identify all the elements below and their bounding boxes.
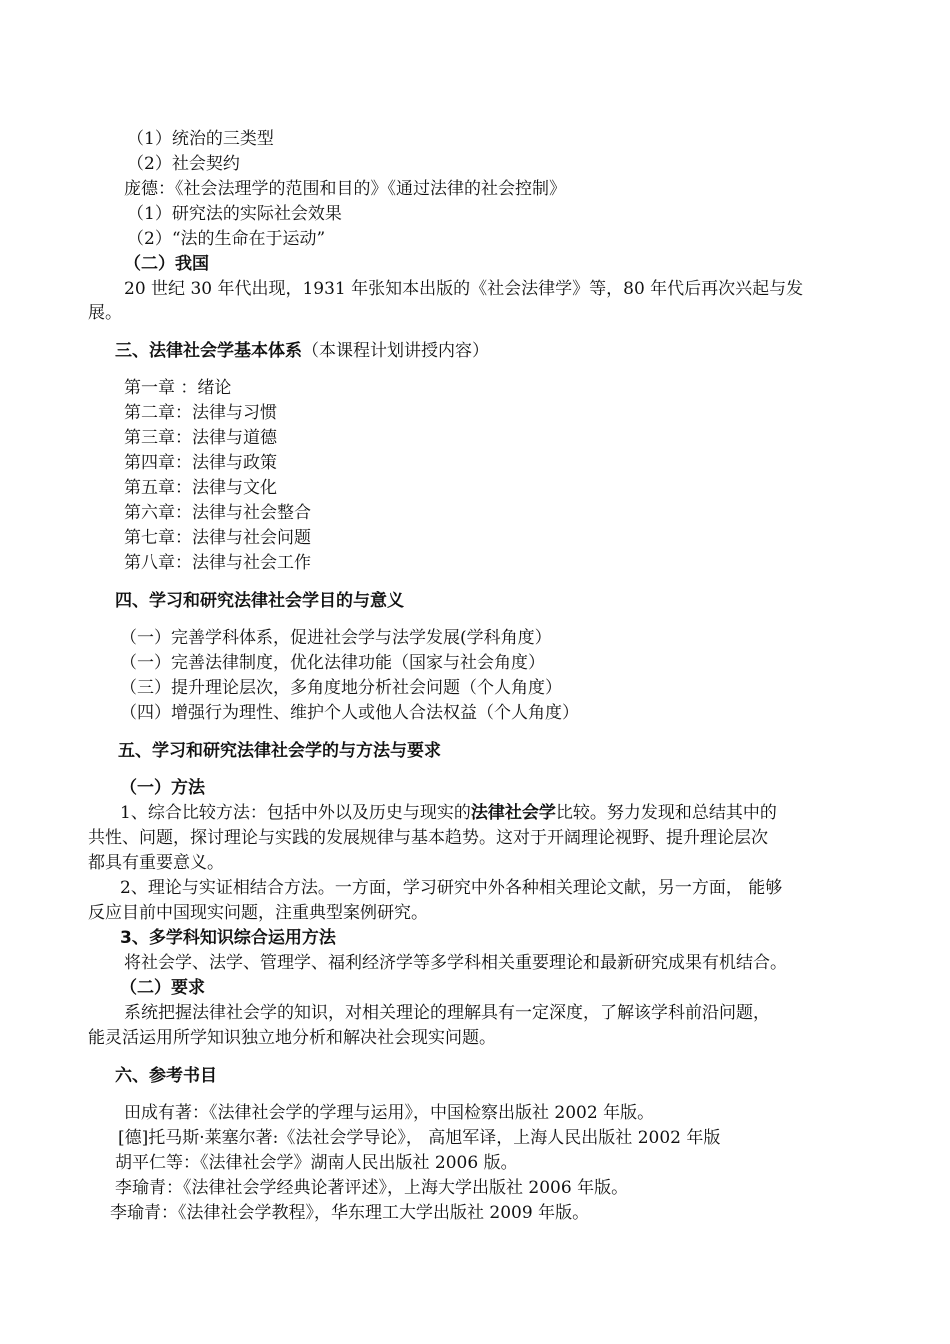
reference-item: 李瑜青：《法律社会学教程》，华东理工大学出版社 2009 年版。 (110, 1203, 590, 1223)
chapter-item: 第七章：法律与社会问题 (124, 528, 311, 548)
paragraph-line: 20 世纪 30 年代出现，1931 年张知本出版的《社会法律学》等，80 年代后再次兴起与发 (124, 279, 804, 299)
chapter-item: 第四章：法律与政策 (124, 453, 277, 473)
subheading-method3: 3、多学科知识综合运用方法 (120, 928, 336, 948)
method1-emphasis: 法律社会学 (470, 803, 556, 823)
chapter-item: 第三章：法律与道德 (124, 428, 277, 448)
list-item: （三）提升理论层次，多角度地分析社会问题（个人角度） (120, 678, 562, 698)
paragraph-line (120, 801, 777, 825)
method1-text-cont: 比较。努力发现和总结其中的 (555, 803, 777, 823)
reference-item: [德]托马斯·莱塞尔著:《法社会学导论》， 高旭军译，上海人民出版社 2002 年版 (118, 1128, 721, 1148)
section-heading-3-text: 三、法律社会学基本体系 (115, 341, 302, 361)
list-item: （四）增强行为理性、维护个人或他人合法权益（个人角度） (120, 703, 579, 723)
list-item: 庞德：《社会法理学的范围和目的》《通过法律的社会控制》 (124, 179, 566, 199)
method1-text: 1、综合比较方法：包括中外以及历史与现实的 (120, 803, 471, 823)
subheading-china: （二）我国 (124, 254, 209, 274)
reference-item: 胡平仁等：《法律社会学》湖南人民出版社 2006 版。 (115, 1153, 518, 1173)
chapter-item: 第六章：法律与社会整合 (124, 503, 311, 523)
list-item: （一）完善法律制度，优化法律功能（国家与社会角度） (120, 653, 545, 673)
section-heading-4: 四、学习和研究法律社会学目的与意义 (115, 591, 404, 611)
section-heading-3-note: （本课程计划讲授内容） (302, 341, 489, 361)
paragraph-line: 展。 (88, 303, 122, 323)
paragraph-line: 系统把握法律社会学的知识，对相关理论的理解具有一定深度，了解该学科前沿问题， (124, 1003, 770, 1023)
subheading-methods: （一）方法 (120, 778, 205, 798)
reference-item: 田成有著：《法律社会学的学理与运用》，中国检察出版社 2002 年版。 (124, 1103, 655, 1123)
list-item: （1）研究法的实际社会效果 (127, 204, 342, 224)
subheading-requirements: （二）要求 (120, 978, 205, 998)
paragraph-line: 能灵活运用所学知识独立地分析和解决社会现实问题。 (88, 1028, 496, 1048)
list-item: （一）完善学科体系，促进社会学与法学发展(学科角度） (120, 628, 552, 648)
paragraph-line: 都具有重要意义。 (88, 853, 224, 873)
section-heading-6: 六、参考书目 (115, 1066, 217, 1086)
list-item: （1）统治的三类型 (127, 129, 274, 149)
paragraph-line: 反应目前中国现实问题，注重典型案例研究。 (88, 903, 428, 923)
paragraph-line: 2、理论与实证相结合方法。一方面，学习研究中外各种相关理论文献，另一方面， 能够 (120, 878, 783, 898)
chapter-item: 第五章：法律与文化 (124, 478, 277, 498)
paragraph-line: 共性、问题，探讨理论与实践的发展规律与基本趋势。这对于开阔理论视野、提升理论层次 (88, 828, 768, 848)
list-item: （2）社会契约 (127, 154, 240, 174)
paragraph-line: 将社会学、法学、管理学、福利经济学等多学科相关重要理论和最新研究成果有机结合。 (124, 953, 787, 973)
section-heading-3 (115, 339, 489, 363)
chapter-item: 第一章 ：绪论 (124, 378, 232, 398)
section-heading-5: 五、学习和研究法律社会学的与方法与要求 (118, 741, 441, 761)
chapter-item: 第八章：法律与社会工作 (124, 553, 311, 573)
list-item: （2）“法的生命在于运动” (127, 229, 326, 249)
reference-item: 李瑜青：《法律社会学经典论著评述》，上海大学出版社 2006 年版。 (115, 1178, 629, 1198)
chapter-item: 第二章：法律与习惯 (124, 403, 277, 423)
